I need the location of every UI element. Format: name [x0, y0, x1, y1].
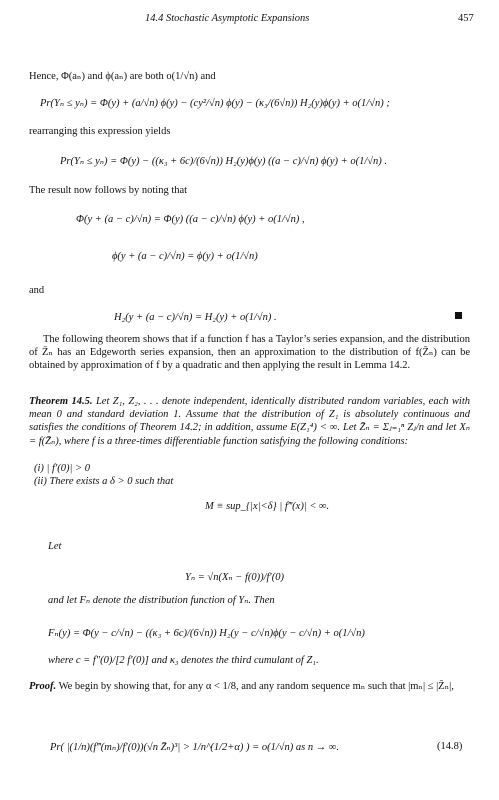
theorem-label: Theorem 14.5.	[29, 396, 93, 407]
proof-label: Proof.	[29, 681, 57, 692]
text-let: Let	[48, 541, 62, 552]
theorem-14-5	[29, 395, 470, 448]
equation-Yn: Yₙ = √n(Xₙ − f(0))/f′(0)	[185, 572, 284, 583]
text-where-c: where c = f″(0)/[2 f′(0)] and κ₃ denotes the third cumulant of Z₁.	[48, 655, 319, 666]
condition-i: (i) | f′(0)| > 0	[34, 463, 90, 474]
section-title: 14.4 Stochastic Asymptotic Expansions	[145, 13, 310, 24]
paragraph-theorem-intro: The following theorem shows that if a function f has a Taylor’s series expansion, and the distribution of Z̄ₙ has an Edgeworth series expansion, then an approximation to the distribution of f(Z̄ₙ) can be obtained by approximation of f by a quadratic and then applying the result in Lemma 14.2.	[29, 334, 470, 372]
equation-M-sup: M ≡ sup_{|x|<δ} | f‴(x)| < ∞.	[205, 501, 330, 512]
equation-Fn: Fₙ(y) = Φ(y − c/√n) − ((κ₃ + 6c)/(6√n)) H₂(y − c/√n)ϕ(y − c/√n) + o(1/√n)	[48, 628, 365, 639]
condition-ii: (ii) There exists a δ > 0 such that	[34, 476, 174, 487]
page-number: 457	[458, 13, 474, 24]
text-and: and	[29, 285, 45, 296]
text-and-let-Fn: and let Fₙ denote the distribution function of Yₙ. Then	[48, 595, 275, 606]
equation-number-14-8: (14.8)	[437, 741, 463, 752]
equation-phi-shift: ϕ(y + (a − c)/√n) = ϕ(y) + o(1/√n)	[112, 251, 258, 262]
text-rearranging: rearranging this expression yields	[29, 126, 171, 137]
equation-14-8: Pr( |(1/n)(f‴(mₙ)/f′(0))(√n Z̄ₙ)³| > 1/n^(1/2+α) ) = o(1/√n) as n → ∞.	[50, 742, 339, 753]
equation-Phi-shift: Φ(y + (a − c)/√n) = Φ(y) ((a − c)/√n) ϕ(y) + o(1/√n) ,	[76, 214, 305, 225]
text-hence: Hence, Φ(aₙ) and ϕ(aₙ) are both o(1/√n) and	[29, 71, 216, 82]
qed-square-icon	[455, 312, 462, 319]
theorem-body: Let Z₁, Z₂, . . . denote independent, identically distributed random variables, each with mean 0 and standard deviation 1. Assume that the distribution of Z₁ is absolutely continuous and satisfies the conditions of Theorem 14.2; in addition, assume E(Z₁⁴) < ∞. Let Z̄ₙ = Σⱼ₌₁ⁿ Zⱼ/n and let Xₙ = f(Z̄ₙ), where f is a three-times differentiable function satisfying the following conditions:	[29, 396, 471, 447]
equation-H2-shift: H₂(y + (a − c)/√n) = H₂(y) + o(1/√n) .	[114, 312, 277, 323]
proof-body: We begin by showing that, for any α < 1/8, and any random sequence mₙ such that |mₙ| ≤ |Z̄ₙ|,	[58, 681, 454, 692]
equation-pr-yn-1: Pr(Yₙ ≤ yₙ) = Φ(y) + (a/√n) ϕ(y) − (cy²/√n) ϕ(y) − (κ₃/(6√n)) H₂(y)ϕ(y) + o(1/√n) ;	[40, 98, 390, 109]
equation-pr-yn-2: Pr(Yₙ ≤ yₙ) = Φ(y) − ((κ₃ + 6c)/(6√n)) H₂(y)ϕ(y) ((a − c)/√n) ϕ(y) + o(1/√n) .	[60, 156, 388, 167]
text-result-follows: The result now follows by noting that	[29, 185, 188, 196]
proof-paragraph	[29, 680, 470, 693]
